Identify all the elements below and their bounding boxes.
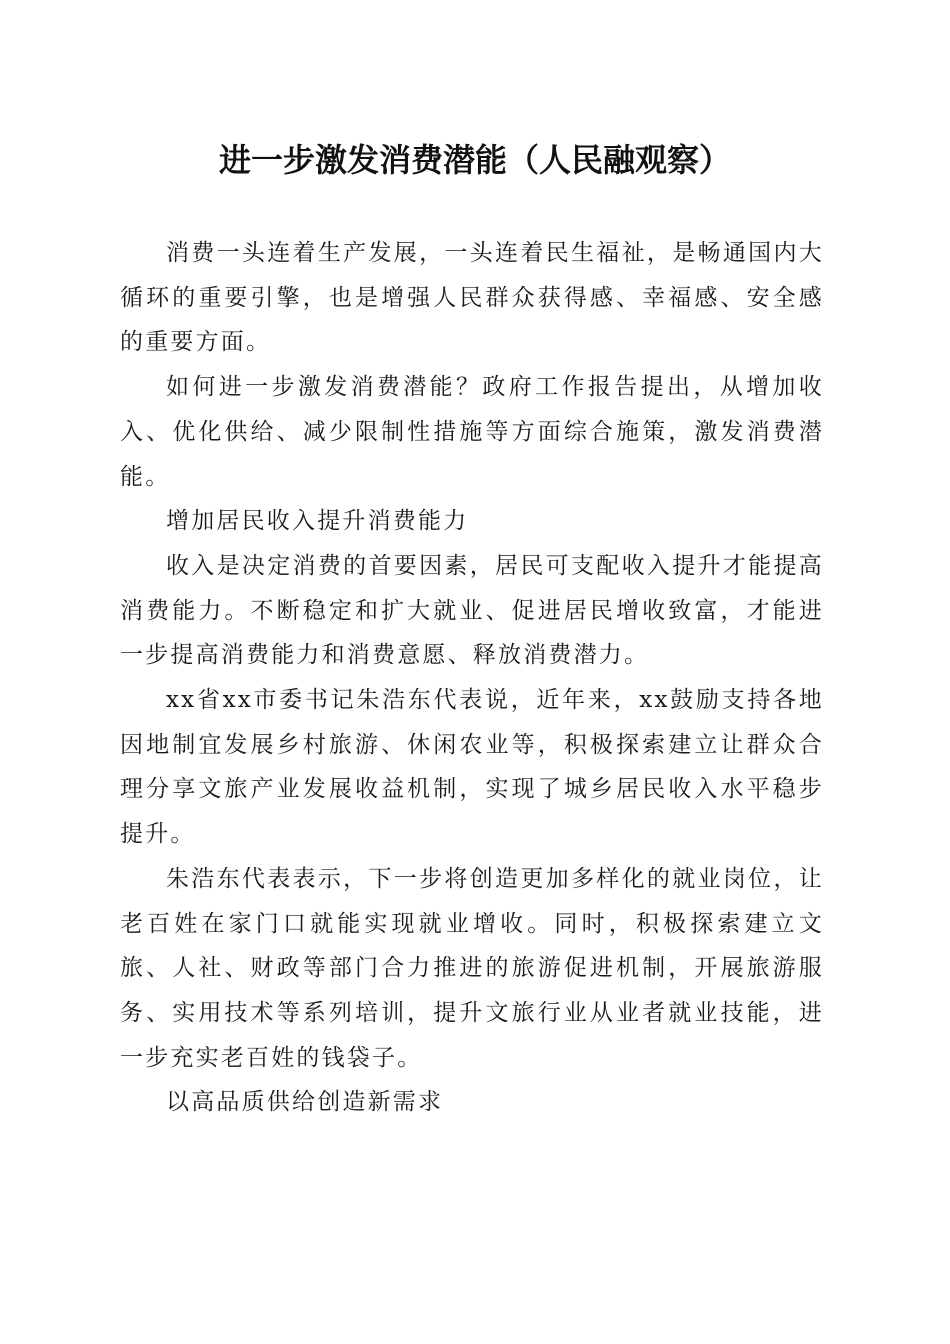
paragraph-next-steps: 朱浩东代表表示，下一步将创造更加多样化的就业岗位，让老百姓在家门口就能实现就业增收。同时，积极探索建立文旅、人社、财政等部门合力推进的旅游促进机制，开展旅游服务、实用技术等系列培训，提升文旅行业从业者就业技能，进一步充实老百姓的钱袋子。: [120, 865, 824, 1071]
paragraph-intro: 消费一头连着生产发展，一头连着民生福祉，是畅通国内大循环的重要引擎，也是增强人民群众获得感、幸福感、安全感的重要方面。: [120, 240, 824, 356]
paragraph-representative-quote: xx省xx市委书记朱浩东代表说，近年来，xx鼓励支持各地因地制宜发展乡村旅游、休闲农业等，积极探索建立让群众合理分享文旅产业发展收益机制，实现了城乡居民收入水平稳步提升。: [120, 687, 824, 848]
document-body: [120, 231, 824, 1125]
paragraph-question: 如何进一步激发消费潜能？政府工作报告提出，从增加收入、优化供给、减少限制性措施等方面综合施策，激发消费潜能。: [120, 374, 824, 490]
section-heading-supply: 以高品质供给创造新需求: [166, 1089, 444, 1116]
section-heading-income: 增加居民收入提升消费能力: [166, 508, 469, 535]
paragraph-income: 收入是决定消费的首要因素，居民可支配收入提升才能提高消费能力。不断稳定和扩大就业、促进居民增收致富，才能进一步提高消费能力和消费意愿、释放消费潜力。: [120, 552, 824, 669]
document-title: 进一步激发消费潜能（人民融观察）: [218, 141, 731, 179]
